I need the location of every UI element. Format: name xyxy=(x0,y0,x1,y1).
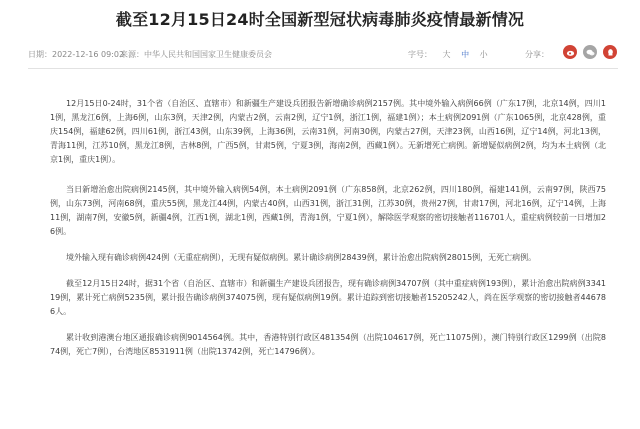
qq-icon[interactable] xyxy=(603,45,617,59)
font-size-medium[interactable]: 中 xyxy=(461,50,470,59)
article-meta xyxy=(28,44,618,66)
share-label: 分享： xyxy=(525,50,549,59)
paragraph: 境外输入现有确诊病例424例（无重症病例），无现有疑似病例。累计确诊病例28439例，累计治愈出院病例28015例，无死亡病例。 xyxy=(66,253,537,262)
article-body xyxy=(50,97,606,371)
publish-date: 日期：2022-12-16 09:02 xyxy=(28,50,125,59)
share-icons xyxy=(563,45,617,59)
paragraph: 累计收到港澳台地区通报确诊病例9014564例。其中，香港特别行政区481354例（出院104617例，死亡11075例），澳门特别行政区1299例（出院874例，死亡7例），台湾地区8531911例（出院13742例，死亡14796例）。 xyxy=(50,333,606,356)
divider xyxy=(28,68,618,69)
paragraph: 12月15日0-24时，31个省（自治区、直辖市）和新疆生产建设兵团报告新增确诊病例2157例。其中境外输入病例66例（广东17例，北京14例，四川11例，黑龙江6例，上海6例，山东3例，天津2例，内蒙古2例，云南2例，辽宁1例，浙江1例，福建1例）；本土病例2091例（广东1065例，北京428例，重庆154例，福建62例，四川61例，浙江43例，山东39例，上海36例，云南31例，河南30例，内蒙古27例，天津23例，山西16例，辽宁14例，河北13例，青海11例，江苏10例，黑龙江8例，吉林8例，广西5例，甘肃5例，宁夏3例，海南2例，西藏1例）。无新增死亡病例。新增疑似病例2例，均为本土病例（北京1例，重庆1例）。 xyxy=(50,99,606,164)
font-size-large[interactable]: 大 xyxy=(442,50,451,59)
font-size-small[interactable]: 小 xyxy=(479,50,488,59)
paragraph: 截至12月15日24时，据31个省（自治区、直辖市）和新疆生产建设兵团报告，现有确诊病例34707例（其中重症病例193例），累计治愈出院病例334119例，累计死亡病例5235例，累计报告确诊病例374075例，现有疑似病例19例。累计追踪到密切接触者15205242人，尚在医学观察的密切接触者446786人。 xyxy=(50,279,606,316)
weibo-icon[interactable] xyxy=(563,45,577,59)
font-size-control xyxy=(408,49,488,60)
paragraph: 当日新增治愈出院病例2145例，其中境外输入病例54例，本土病例2091例（广东858例，北京262例，四川180例，福建141例，云南97例，陕西75例，山东73例，河南68例，重庆55例，黑龙江44例，内蒙古40例，山西31例，浙江31例，江苏30例，贵州27例，甘肃17例，河北16例，辽宁14例，上海11例，湖南7例，安徽5例，新疆4例，江西1例，湖北1例，西藏1例，青海1例，宁夏1例），解除医学观察的密切接触者116701人，重症病例较前一日增加26例。 xyxy=(50,185,606,236)
article-source: 来源：中华人民共和国国家卫生健康委员会 xyxy=(120,50,272,59)
wechat-icon[interactable] xyxy=(583,45,597,59)
article-title: 截至12月15日24时全国新型冠状病毒肺炎疫情最新情况 xyxy=(115,10,525,29)
font-size-label: 字号： xyxy=(408,50,432,59)
